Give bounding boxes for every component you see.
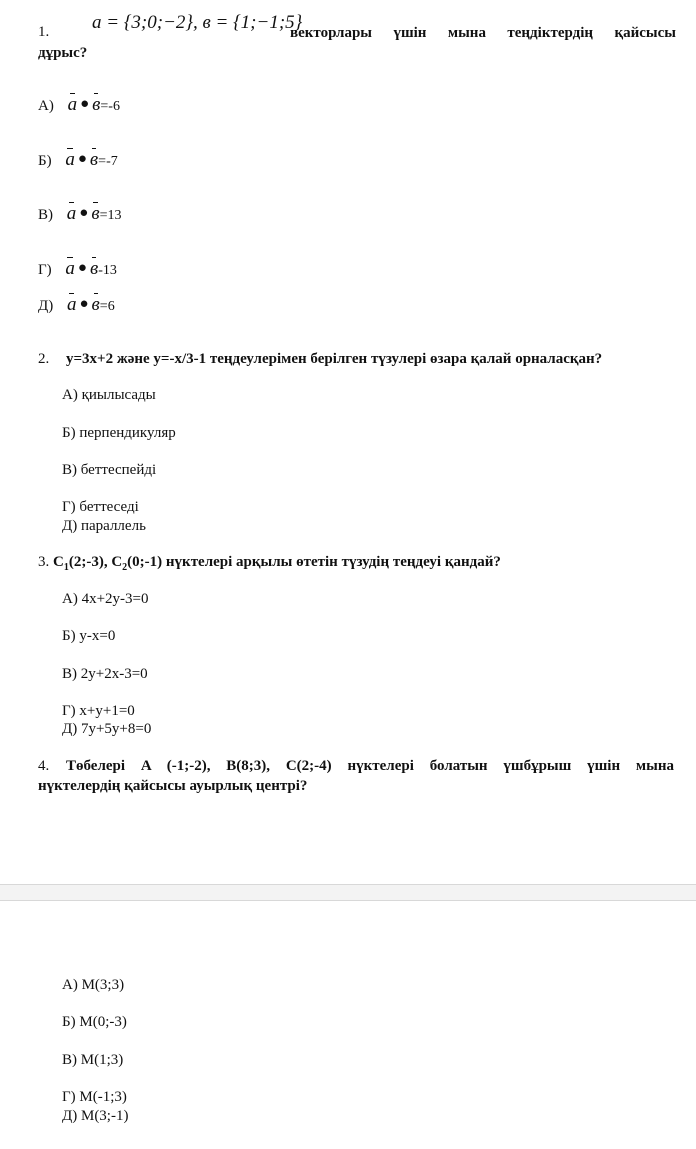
q4-option-a[interactable]: А) M(3;3) bbox=[62, 977, 125, 993]
option-letter: В) bbox=[38, 207, 53, 223]
vector-b: в bbox=[89, 149, 99, 170]
q3-option-b[interactable]: Б) y-x=0 bbox=[62, 628, 116, 644]
vector-a: a bbox=[67, 94, 78, 115]
q3-option-e[interactable]: Д) 7y+5y+8=0 bbox=[62, 721, 152, 737]
q1-formula-a: a = {3;0;−2}, bbox=[92, 12, 198, 33]
q4-option-d[interactable]: Г) M(-1;3) bbox=[62, 1089, 127, 1105]
vector-b: в bbox=[89, 258, 99, 279]
option-letter: Д) bbox=[38, 298, 54, 314]
vector-a: a bbox=[65, 258, 75, 279]
option-value: =-7 bbox=[98, 154, 118, 169]
vector-b: в bbox=[91, 294, 100, 315]
dot-product-icon: ● bbox=[79, 296, 89, 312]
vector-a: a bbox=[66, 203, 77, 224]
q4-text-line2: нүктелердің қайсысы ауырлық центрі? bbox=[38, 778, 308, 794]
vector-b: в bbox=[92, 94, 101, 115]
q4-text-line1: Төбелері A (-1;-2), B(8;3), C(2;-4) нүктелері болатын үшбұрыш үшін мына bbox=[66, 758, 674, 774]
q2-number: 2. bbox=[38, 351, 50, 367]
q1-formula-b: в = {1;−1;5} bbox=[202, 12, 303, 33]
page-break-divider bbox=[0, 884, 696, 901]
q4-option-e[interactable]: Д) M(3;-1) bbox=[62, 1108, 129, 1124]
q3-option-a[interactable]: А) 4x+2y-3=0 bbox=[62, 591, 149, 607]
vector-a: a bbox=[66, 294, 77, 315]
q3-option-d[interactable]: Г) x+y+1=0 bbox=[62, 703, 135, 719]
q3-number: 3. bbox=[38, 554, 50, 570]
q2-text: y=3x+2 және y=-x/3-1 теңдеулерімен берілген түзулері өзара қалай орналасқан? bbox=[66, 351, 603, 367]
q1-text-line1: векторлары үшін мына теңдіктердің қайсысы bbox=[290, 25, 676, 41]
option-letter: Б) bbox=[38, 153, 52, 169]
dot-product-icon: ● bbox=[80, 96, 90, 112]
option-value: =6 bbox=[99, 299, 115, 314]
q3-option-c[interactable]: В) 2y+2x-3=0 bbox=[62, 666, 148, 682]
dot-product-icon: ● bbox=[77, 151, 87, 167]
q2-option-e[interactable]: Д) параллель bbox=[62, 518, 146, 534]
q1-option-e[interactable] bbox=[38, 294, 115, 316]
q3-text: нүктелері арқылы өтетін түзудің теңдеуі қандай? bbox=[165, 554, 501, 570]
point-c1: $C_1(2;-3)$, bbox=[53, 554, 108, 573]
point-c2: $C_2(0;-1)$ bbox=[111, 554, 163, 573]
vector-a: a bbox=[65, 149, 75, 170]
q1-number: 1. bbox=[38, 24, 50, 40]
q1-formula bbox=[92, 12, 302, 34]
option-letter: Г) bbox=[38, 262, 52, 278]
q1-option-a[interactable] bbox=[38, 94, 120, 116]
q2-option-d[interactable]: Г) беттеседі bbox=[62, 499, 139, 515]
dot-product-icon: ● bbox=[77, 260, 87, 276]
option-value: -13 bbox=[98, 263, 117, 278]
option-value: =-6 bbox=[100, 99, 120, 114]
q1-option-d[interactable] bbox=[38, 258, 117, 280]
q4-option-c[interactable]: В) M(1;3) bbox=[62, 1052, 124, 1068]
vector-b: в bbox=[91, 203, 100, 224]
q2-option-b[interactable]: Б) перпендикуляр bbox=[62, 425, 176, 441]
dot-product-icon: ● bbox=[79, 205, 89, 221]
q1-text-line2: дұрыс? bbox=[38, 45, 88, 61]
q3-heading bbox=[38, 554, 501, 573]
option-letter: А) bbox=[38, 98, 54, 114]
q1-option-b[interactable] bbox=[38, 149, 118, 171]
q4-option-b[interactable]: Б) M(0;-3) bbox=[62, 1014, 127, 1030]
q2-option-c[interactable]: В) беттеспейді bbox=[62, 462, 157, 478]
q4-number: 4. bbox=[38, 758, 50, 774]
option-value: =13 bbox=[99, 208, 122, 223]
q1-option-c[interactable] bbox=[38, 203, 121, 225]
q2-option-a[interactable]: А) қиылысады bbox=[62, 387, 156, 403]
